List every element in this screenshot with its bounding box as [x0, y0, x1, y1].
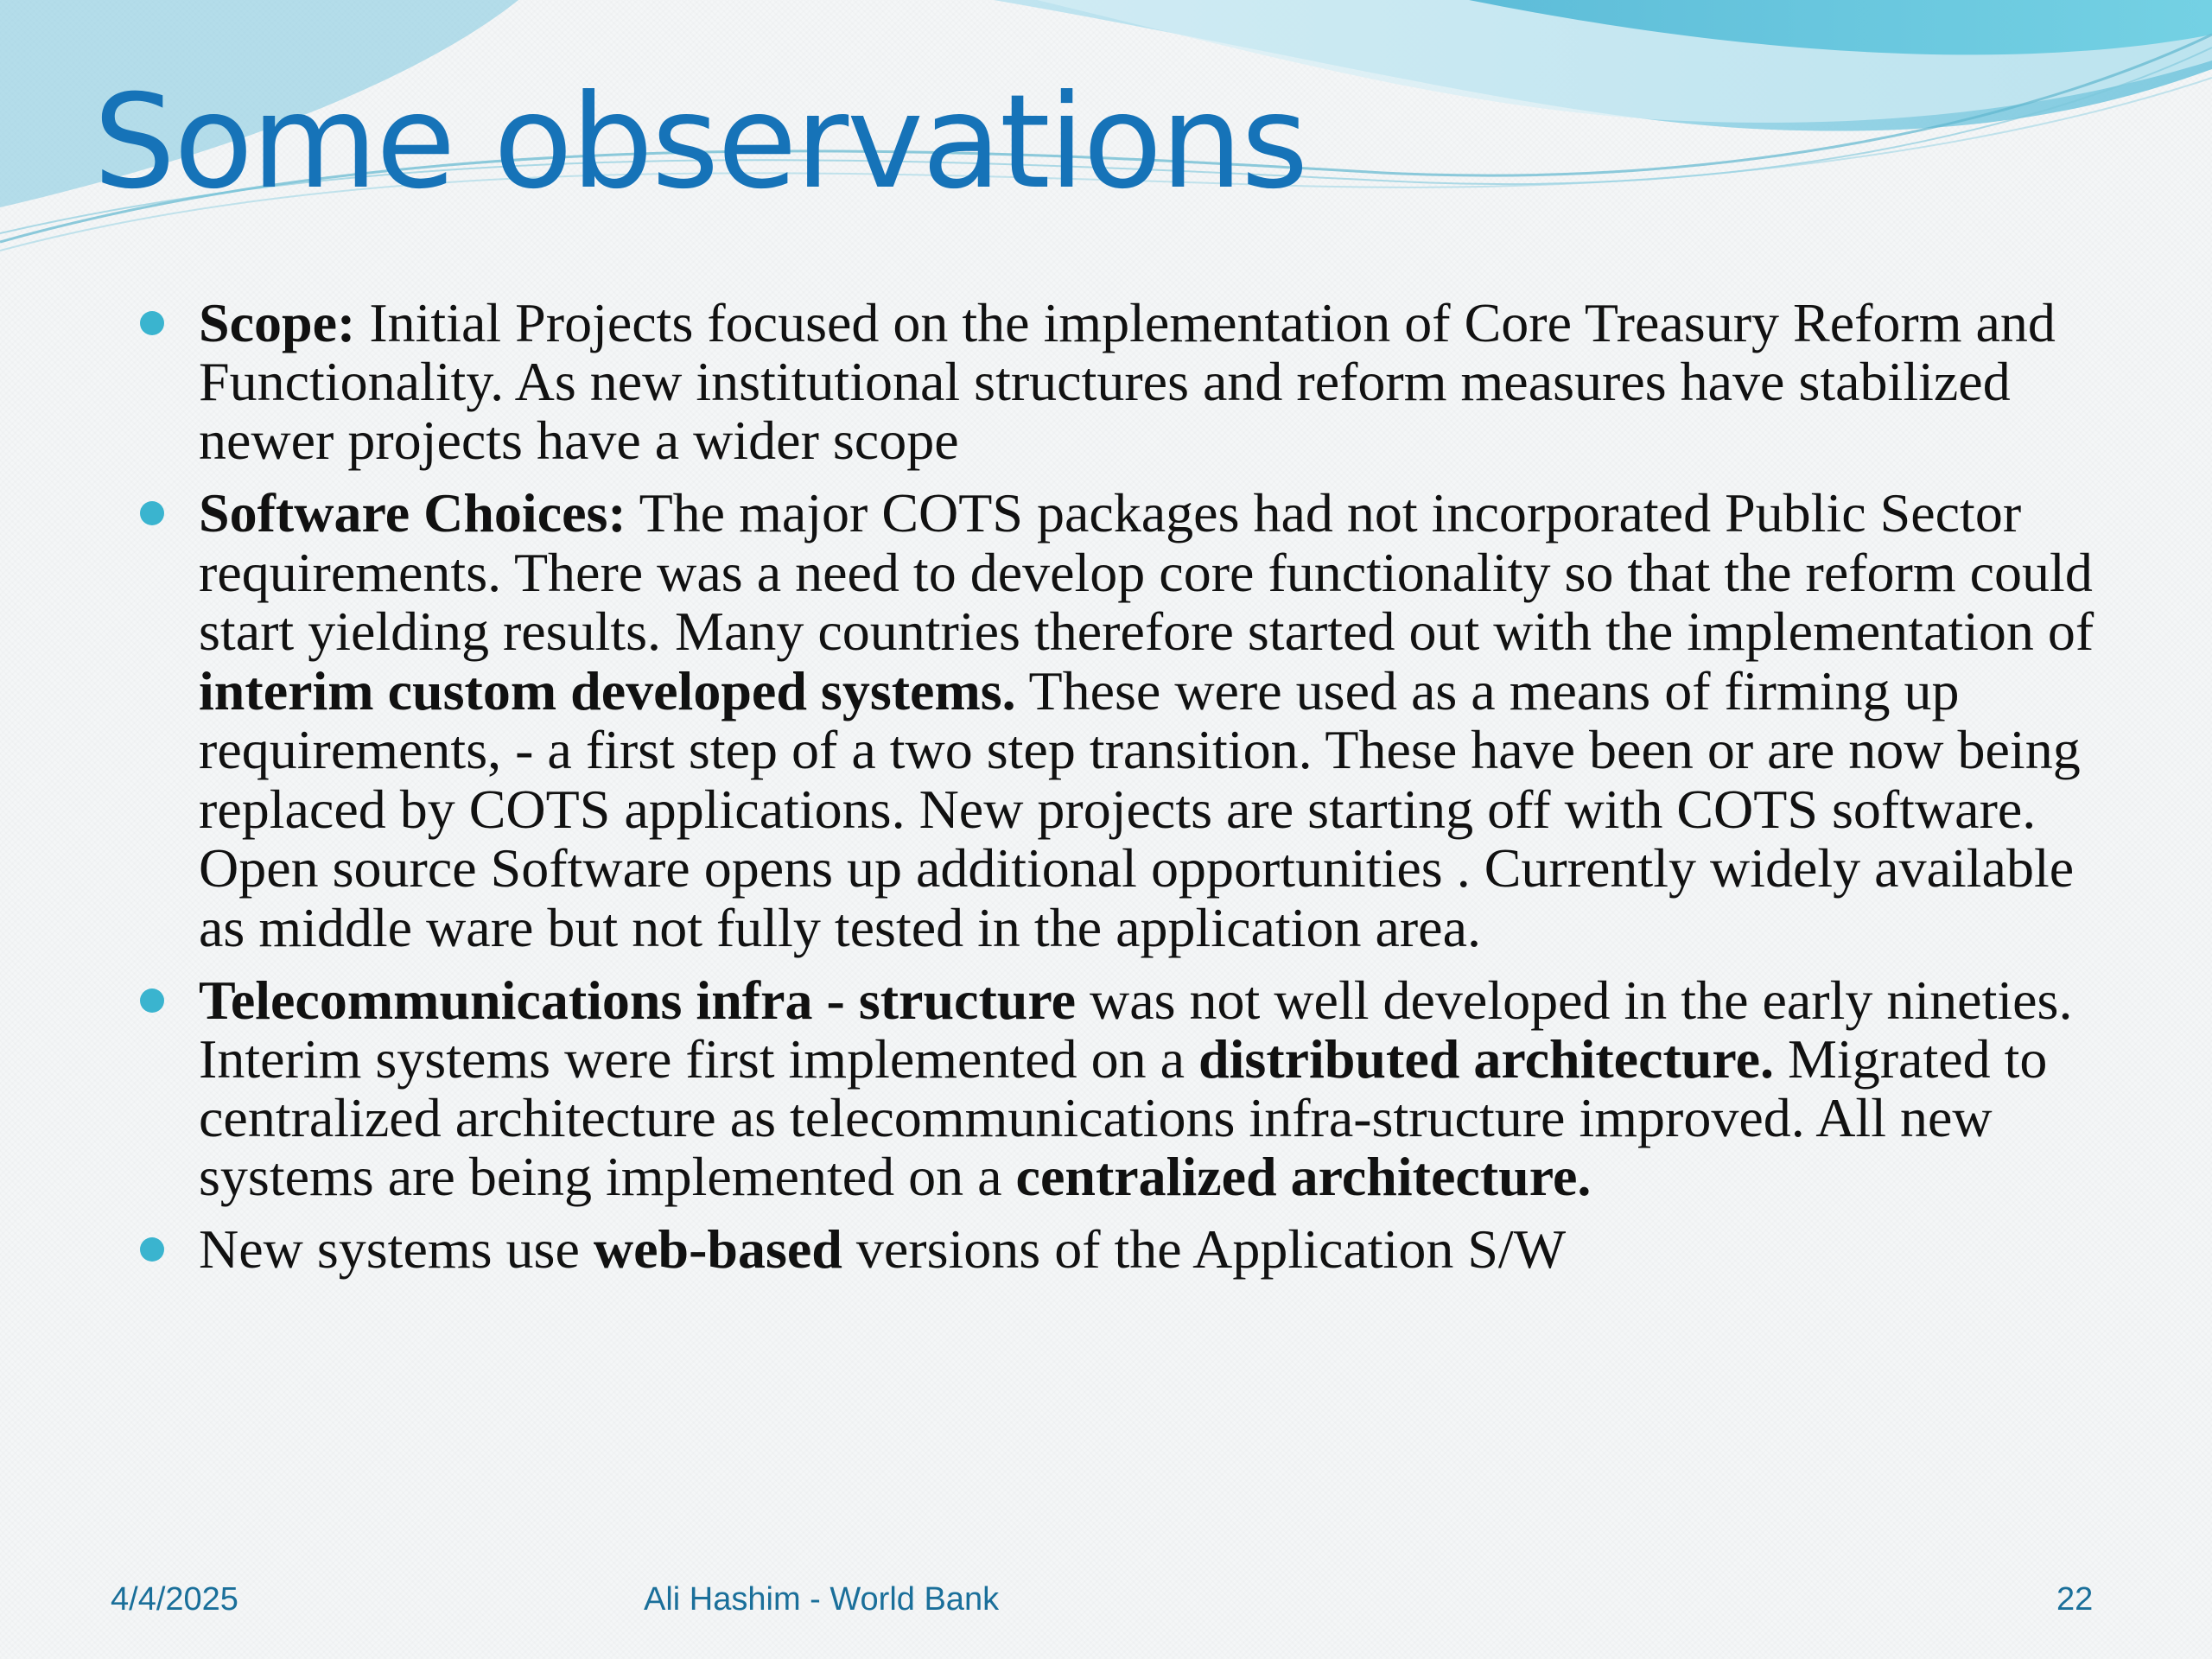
- footer-date: 4/4/2025: [111, 1581, 238, 1618]
- bullet-bold-text: web-based: [593, 1218, 842, 1280]
- bullet-bold-label: Telecommunications infra - structure: [199, 969, 1076, 1031]
- bullet-icon: [140, 501, 164, 525]
- bullet-text: Migrated to centralized architecture as telecommunications infra-structure improved. All new systems are being implemented on a: [199, 1028, 2048, 1207]
- bullet-bold-text: interim custom developed systems.: [199, 659, 1016, 721]
- bullet-bold-text: centralized architecture.: [1015, 1146, 1592, 1207]
- bullet-icon: [140, 311, 164, 335]
- bullet-item-scope: [199, 294, 2100, 470]
- bullet-item-telecommunications: [199, 971, 2100, 1206]
- bullet-list: [199, 294, 2100, 1293]
- bullet-icon: [140, 1237, 164, 1262]
- bullet-item-web-based: [199, 1220, 2100, 1279]
- bullet-bold-label: Software Choices:: [199, 482, 626, 543]
- bullet-icon: [140, 988, 164, 1013]
- bullet-text: versions of the Application S/W: [842, 1218, 1567, 1280]
- bullet-text: The major COTS packages had not incorporated Public Sector requirements. There was a need to develop core functionality so that the reform could start yielding results. Many countries therefore started out with the implementation of: [199, 482, 2094, 662]
- bullet-text: Initial Projects focused on the implementation of Core Treasury Reform and Functionality. As new institutional structures and reform measures have stabilized newer projects have a wider scope: [199, 292, 2056, 471]
- bullet-text: These were used as a means of firming up requirements, - a first step of a two step transition. These have been or are now being replaced by COTS applications. New projects are starting off with COTS software. Open source Software opens up additional opportunities . Currently widely available as middle ware but not fully tested in the application area.: [199, 659, 2081, 958]
- bullet-item-software-choices: [199, 484, 2100, 957]
- bullet-bold-label: Scope:: [199, 292, 356, 353]
- bullet-text: New systems use: [199, 1218, 594, 1280]
- footer-author: Ali Hashim - World Bank: [644, 1581, 1000, 1618]
- bullet-bold-text: distributed architecture.: [1198, 1028, 1775, 1090]
- bullet-text: was not well developed in the early nineties. Interim systems were first implemented on a: [199, 969, 2073, 1090]
- slide-title: Some observations: [93, 67, 1307, 218]
- footer-page-number: 22: [2056, 1581, 2094, 1618]
